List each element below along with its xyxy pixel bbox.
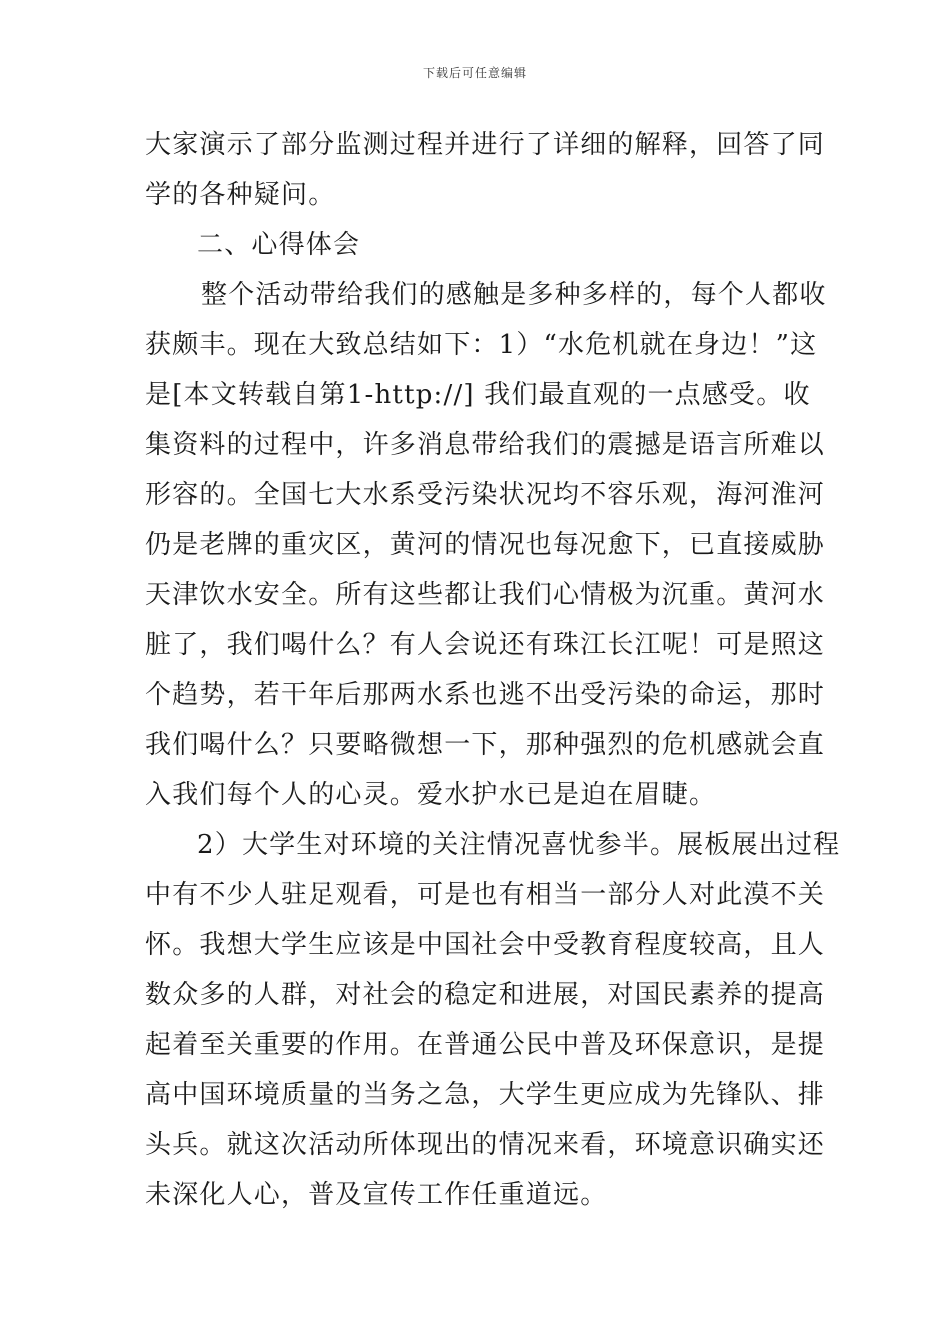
text-line: 仍是老牌的重灾区，黄河的情况也每况愈下，已直接威胁 [145,530,826,560]
text-line: 整个活动带给我们的感触是多种多样的，每个人都收 [201,280,827,310]
text-line: 入我们每个人的心灵。爱水护水已是迫在眉睫。 [145,780,717,810]
text-line: 怀。我想大学生应该是中国社会中受教育程度较高，且人 [145,930,826,960]
text-line: 未深化人心，普及宣传工作任重道远。 [145,1180,608,1210]
text-line: 形容的。全国七大水系受污染状况均不容乐观，海河淮河 [145,480,826,510]
text-line: 个趋势，若干年后那两水系也逃不出受污染的命运，那时 [145,680,826,710]
text-line: 脏了，我们喝什么？有人会说还有珠江长江呢！可是照这 [145,630,826,660]
text-line: 中有不少人驻足观看，可是也有相当一部分人对此漠不关 [145,880,826,910]
text-line: 数众多的人群，对社会的稳定和进展，对国民素养的提高 [145,980,826,1010]
text-line: 我们喝什么？只要略微想一下，那种强烈的危机感就会直 [145,730,826,760]
section-heading: 二、心得体会 [197,230,361,260]
text-line: 获颇丰。现在大致总结如下：1）“水危机就在身边！”这 [145,330,818,360]
text-line: 头兵。就这次活动所体现出的情况来看，环境意识确实还 [145,1130,826,1160]
text-line: 是[本文转载自第1-http://] 我们最直观的一点感受。收 [145,380,811,410]
text-line: 2）大学生对环境的关注情况喜忧参半。展板展出过程 [197,830,841,860]
text-line: 高中国环境质量的当务之急，大学生更应成为先锋队、排 [145,1080,826,1110]
text-line: 大家演示了部分监测过程并进行了详细的解释，回答了同 [145,130,826,160]
text-line: 天津饮水安全。所有这些都让我们心情极为沉重。黄河水 [145,580,826,610]
text-line: 学的各种疑问。 [145,180,336,210]
text-line: 起着至关重要的作用。在普通公民中普及环保意识，是提 [145,1030,826,1060]
text-line: 集资料的过程中，许多消息带给我们的震撼是语言所难以 [145,430,826,460]
header-note: 下载后可任意编辑 [422,66,527,80]
body-text [145,120,841,1220]
